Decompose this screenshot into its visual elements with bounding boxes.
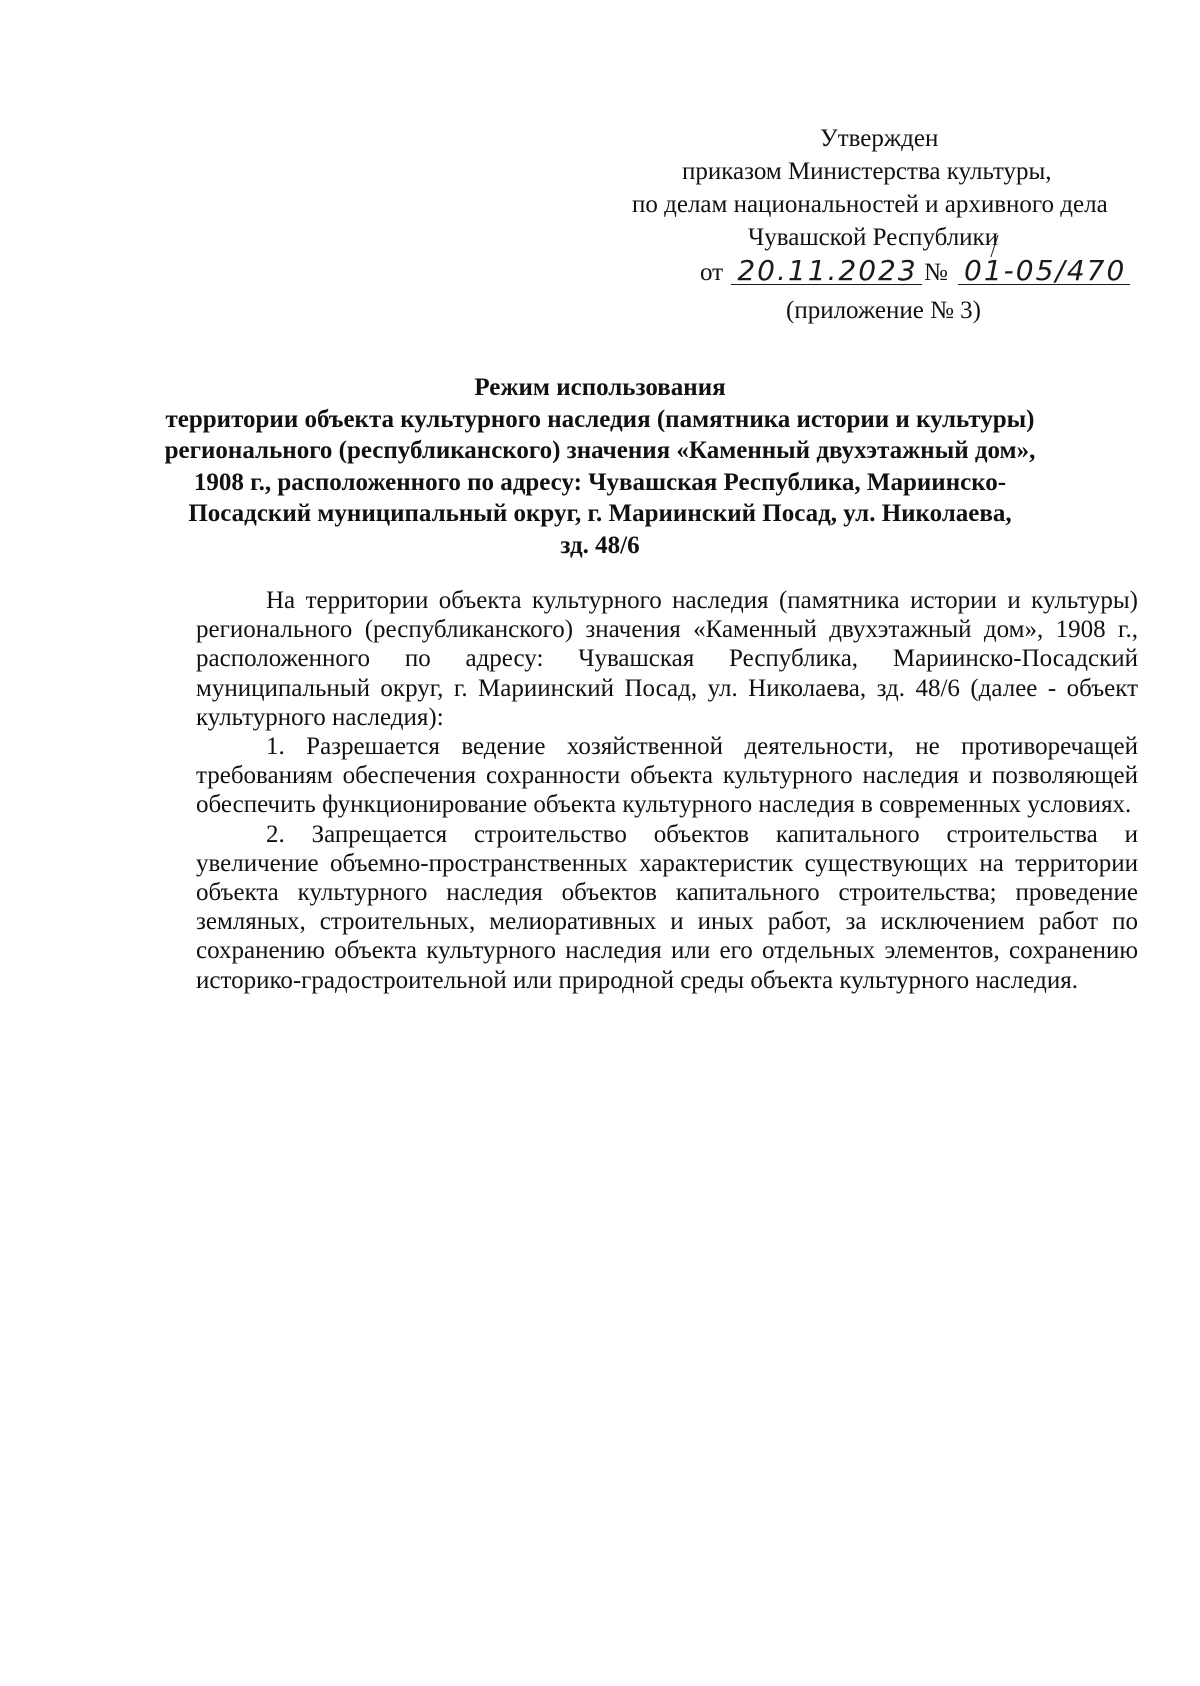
approval-block <box>560 122 1160 327</box>
number-sign: № <box>923 259 948 286</box>
handwritten-date <box>737 254 917 287</box>
handwritten-order-number-text: 01-05/470 <box>964 254 1127 287</box>
approval-title: Утвержден <box>820 125 939 152</box>
document-title <box>150 372 1050 561</box>
clause-2-paragraph: 2. Запрещается строительство объектов капитального строительства и увеличение объемно-пространственных характеристик существующих на территории объекта культурного наследия объектов капитального строительства; проведение земляных, строительных, мелиоративных и иных работ, за исключением работ по сохранению объекта культурного наследия или его отдельных элементов, сохранению историко-градостроительной или природной среды объекта культурного наследия. <box>196 820 1138 994</box>
handwritten-order-number <box>964 254 1126 287</box>
approval-ministry-line: по делам национальностей и архивного дела <box>632 191 1108 218</box>
intro-paragraph: На территории объекта культурного наследия (памятника истории и культуры) регионального (республиканского) значения «Каменный двухэтажный дом», 1908 г., расположенного по адресу: Чувашская Республика, Мариинско-Посадский муниципальный округ, г. Мариинский Посад, ул. Николаева, зд. 48/6 (далее - объект культурного наследия): <box>196 587 1138 731</box>
title-line: территории объекта культурного наследия (памятника истории и культуры) <box>165 405 1035 433</box>
handwritten-date-text: 20.11.2023 <box>737 254 918 287</box>
date-underline <box>731 284 921 285</box>
document-body <box>196 586 1138 995</box>
title-line: зд. 48/6 <box>560 531 640 559</box>
title-line: Режим использования <box>474 374 726 401</box>
number-underline <box>958 284 1130 285</box>
clause-1-paragraph: 1. Разрешается ведение хозяйственной деятельности, не противоречащей требованиям обеспечения сохранности объекта культурного наследия и позволяющей обеспечить функционирование объекта культурного наследия в современных условиях. <box>196 733 1138 819</box>
approval-date-number-line <box>560 254 1160 294</box>
approval-order-line: приказом Министерства культуры, <box>682 158 1052 185</box>
title-line: 1908 г., расположенного по адресу: Чувашская Республика, Мариинско- <box>193 468 1007 496</box>
title-line: Посадский муниципальный округ, г. Мариинский Посад, ул. Николаева, <box>188 500 1012 527</box>
approval-republic-line <box>560 221 1160 254</box>
approval-republic-text: Чувашской Республики <box>748 224 999 251</box>
date-prefix: от <box>700 259 724 286</box>
title-line: регионального (республиканского) значения «Каменный двухэтажный дом», <box>164 437 1036 464</box>
approval-attachment: (приложение № 3) <box>786 297 982 324</box>
